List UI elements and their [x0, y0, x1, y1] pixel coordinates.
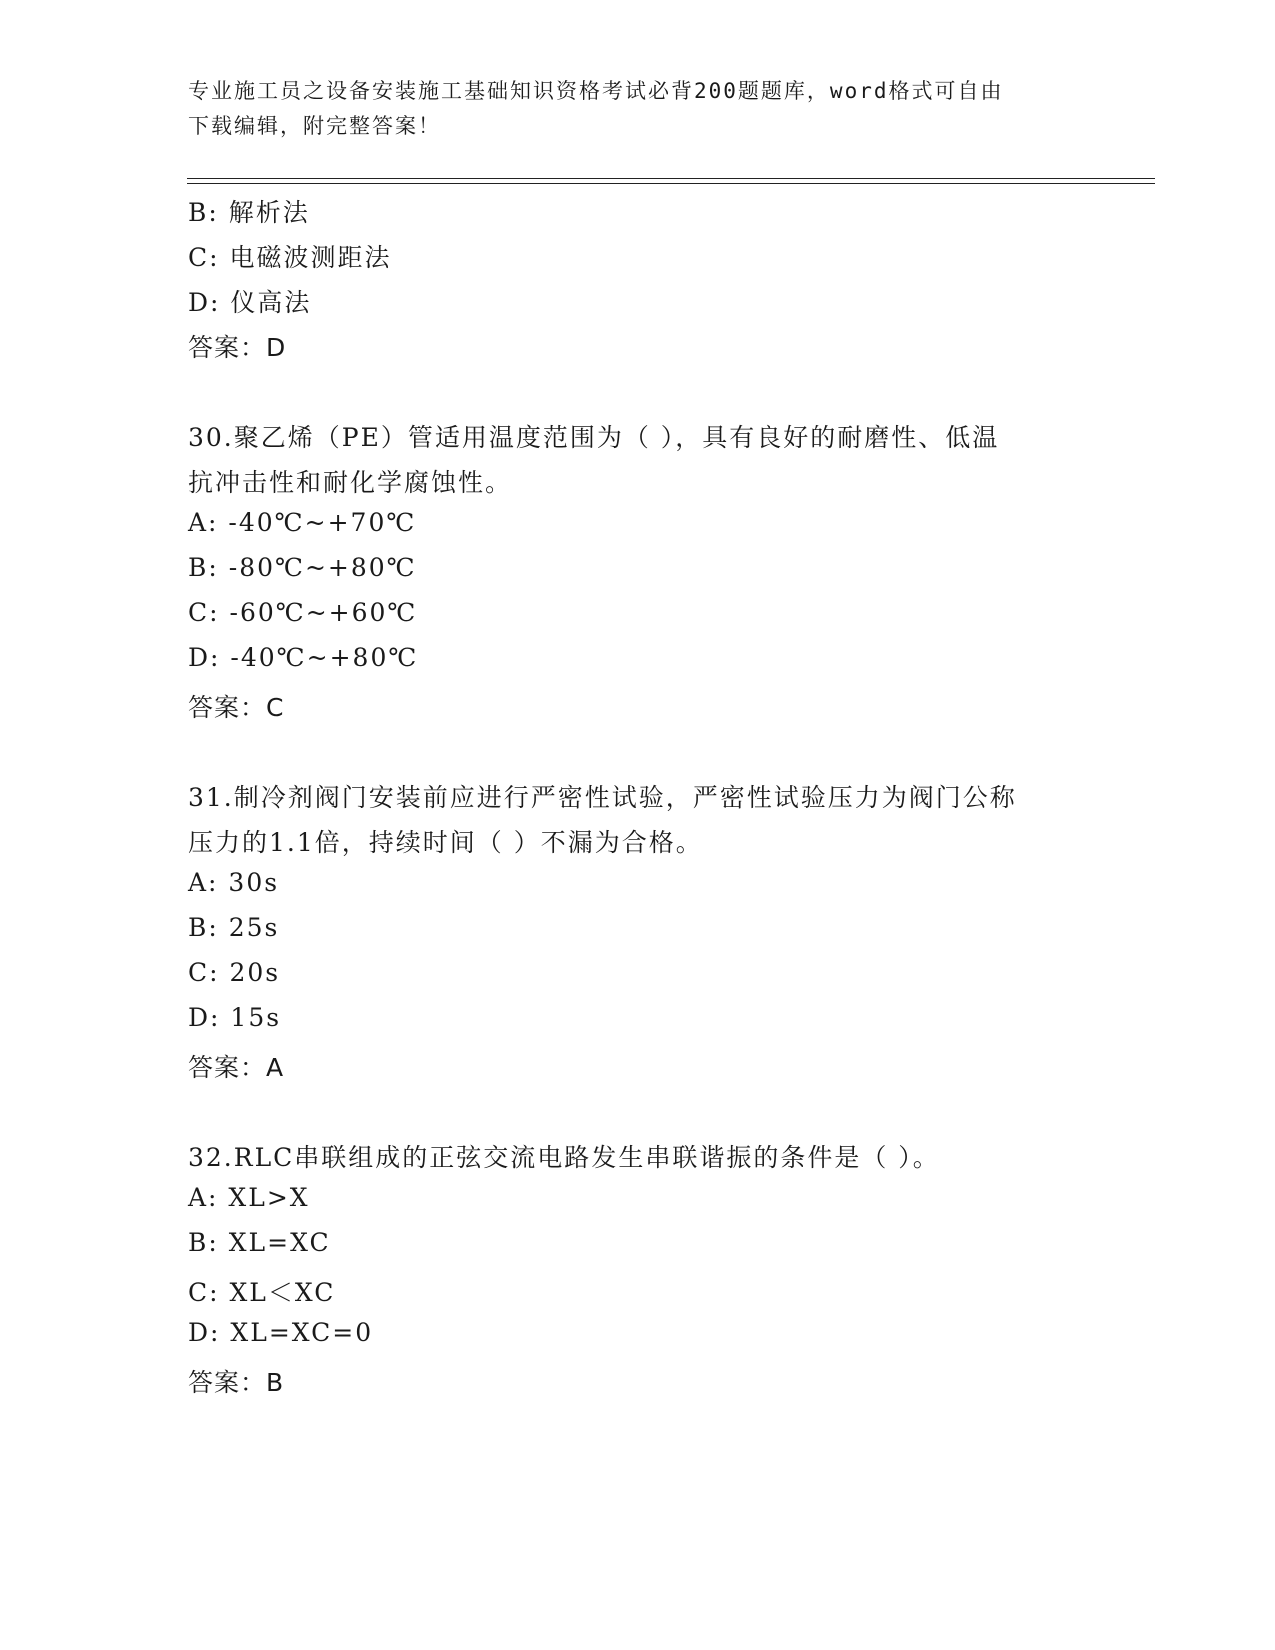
- q32-option-c: C: XL＜XC: [188, 1278, 336, 1307]
- q31-option-c: C: 20s: [188, 958, 281, 987]
- q30-stem-line-1: 30.聚乙烯（PE）管适用温度范围为（ ），具有良好的耐磨性、低温: [188, 423, 1000, 452]
- header-line-1: 专业施工员之设备安装施工基础知识资格考试必背200题题库，word格式可自由: [188, 79, 1004, 103]
- q31-option-b: B: 25s: [188, 913, 280, 942]
- q32-option-a: A: XL>X: [188, 1183, 310, 1212]
- q32-option-d: D: XL=XC=0: [188, 1318, 374, 1347]
- q31-option-d: D: 15s: [188, 1003, 282, 1032]
- q29-option-d: D: 仪高法: [188, 288, 312, 317]
- q31-stem-line-1: 31.制冷剂阀门安装前应进行严密性试验，严密性试验压力为阀门公称: [188, 783, 1017, 812]
- q30-option-d: D: -40℃~+80℃: [188, 643, 419, 672]
- document-header: [188, 74, 1088, 144]
- q32-answer: 答案：B: [188, 1368, 285, 1397]
- q31-answer: 答案：A: [188, 1053, 285, 1082]
- q29-option-b: B: 解析法: [188, 198, 310, 227]
- q29-answer: 答案：D: [188, 333, 287, 362]
- q29-option-c: C: 电磁波测距法: [188, 243, 392, 272]
- q30-answer: 答案：C: [188, 693, 285, 722]
- q31-option-a: A: 30s: [188, 868, 280, 897]
- q30-option-a: A: -40℃~+70℃: [188, 508, 417, 537]
- header-divider-top: [187, 178, 1155, 179]
- q31-stem-line-2: 压力的1.1倍，持续时间（ ）不漏为合格。: [188, 828, 703, 857]
- q30-option-b: B: -80℃~+80℃: [188, 553, 417, 582]
- q32-option-b: B: XL=XC: [188, 1228, 331, 1257]
- header-line-2: 下载编辑，附完整答案！: [188, 114, 441, 138]
- q30-option-c: C: -60℃~+60℃: [188, 598, 418, 627]
- header-divider-bottom: [187, 183, 1155, 184]
- q30-stem-line-2: 抗冲击性和耐化学腐蚀性。: [188, 468, 513, 497]
- q32-stem-line-1: 32.RLC串联组成的正弦交流电路发生串联谐振的条件是（ ）。: [188, 1143, 940, 1172]
